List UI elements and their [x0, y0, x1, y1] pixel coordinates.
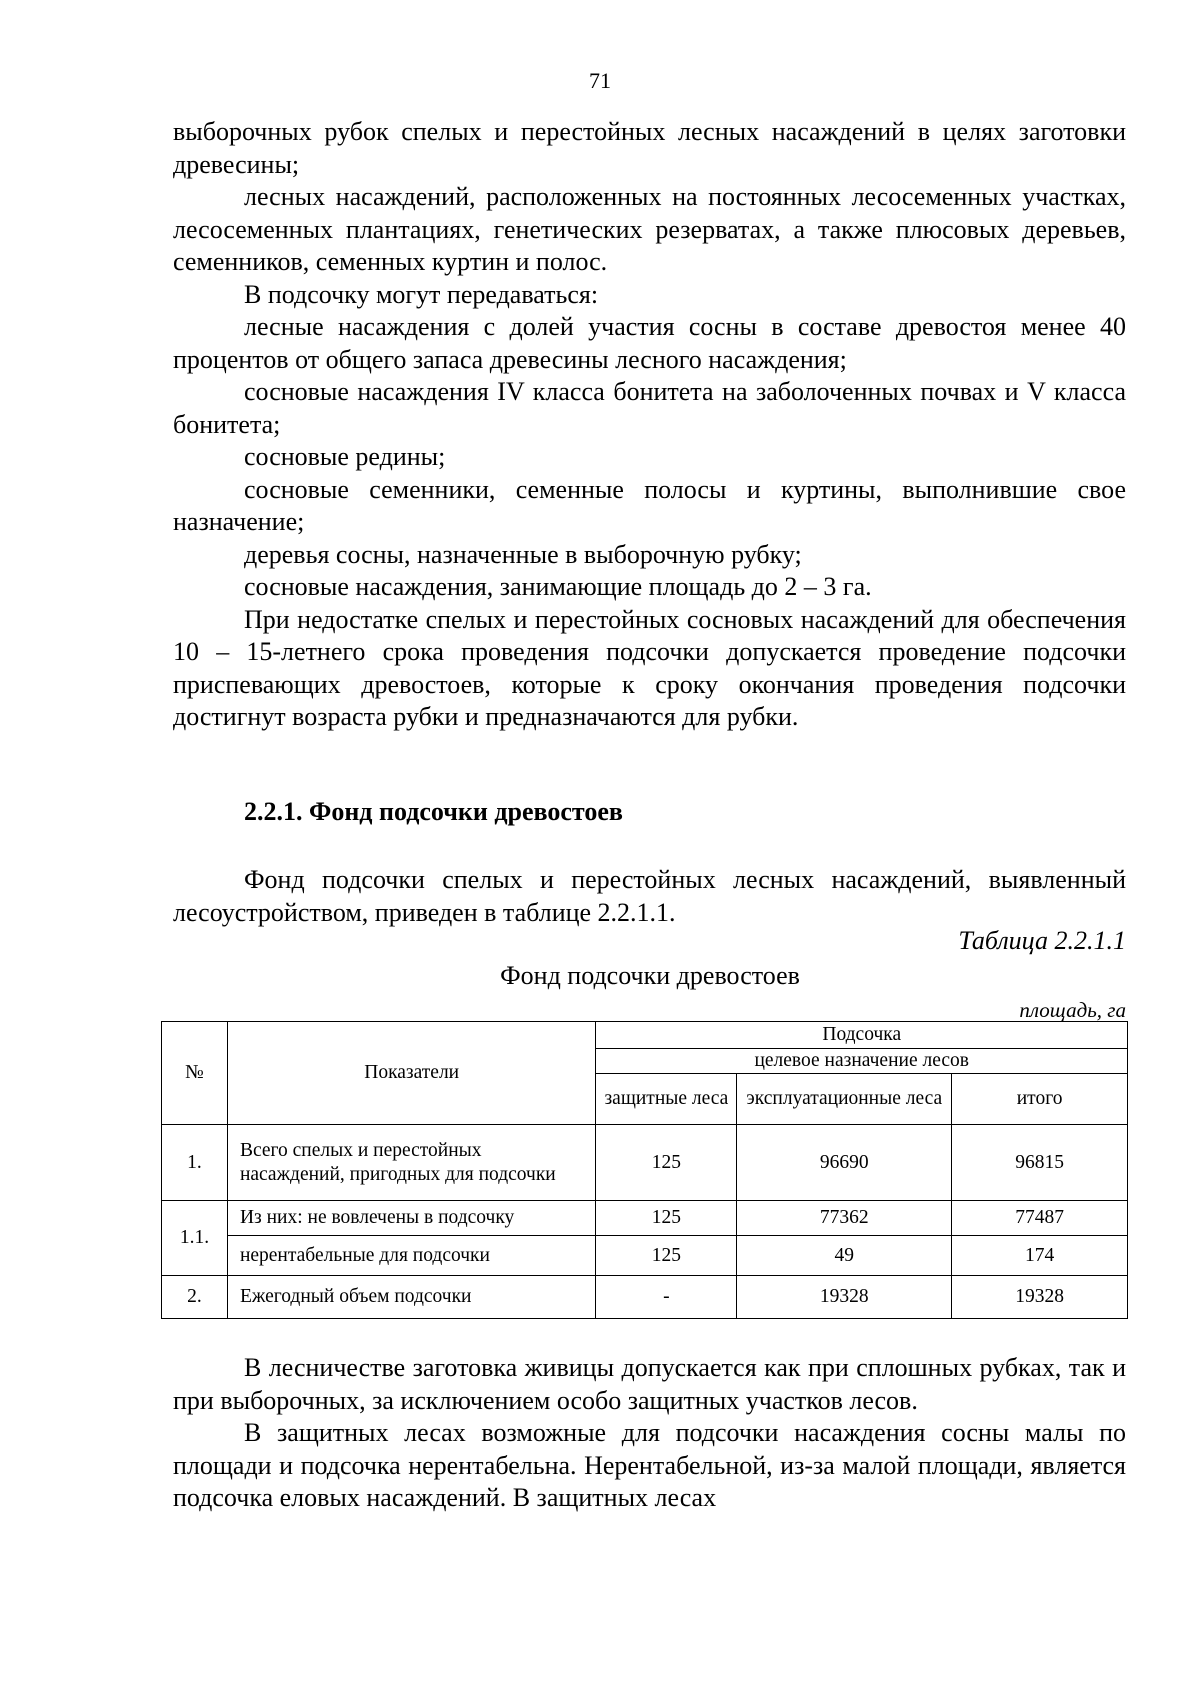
- header-protective: защитные леса: [596, 1074, 737, 1125]
- cell-label: Из них: не вовлечены в подсочку: [227, 1201, 596, 1236]
- paragraph: В подсочку могут передаваться:: [244, 279, 599, 309]
- section-heading: 2.2.1. Фонд подсочки древостоев: [244, 797, 623, 826]
- table-row: [162, 1236, 1128, 1276]
- cell-protective: -: [596, 1276, 737, 1319]
- cell-num: 2.: [162, 1276, 228, 1319]
- unit-label: площадь, га: [1019, 998, 1126, 1022]
- body-text-lower: [173, 1352, 1126, 1515]
- cell-exploitation: 19328: [737, 1276, 952, 1319]
- paragraph: сосновые семенники, семенные полосы и куртины, выполнившие свое назначение;: [173, 474, 1126, 536]
- paragraph: выборочных рубок спелых и перестойных лесных насаждений в целях заготовки древесины;: [173, 117, 1126, 179]
- cell-total: 19328: [952, 1276, 1128, 1319]
- cell-protective: 125: [596, 1201, 737, 1236]
- table-row: [162, 1276, 1128, 1319]
- table-title: Фонд подсочки древостоев: [500, 961, 800, 990]
- table-row: [162, 1201, 1128, 1236]
- body-text-upper: [173, 116, 1126, 734]
- cell-label: нерентабельные для подсочки: [227, 1236, 596, 1276]
- paragraph: деревья сосны, назначенные в выборочную рубку;: [244, 539, 802, 569]
- paragraph: В защитных лесах возможные для подсочки насаждения сосны малы по площади и подсочка нерентабельна. Нерентабельной, из-за малой площади, является подсочка еловых насаждений. В защитных лесах: [173, 1418, 1126, 1512]
- header-indicators: Показатели: [227, 1022, 596, 1125]
- cell-total: 174: [952, 1236, 1128, 1276]
- header-num: №: [162, 1022, 228, 1125]
- cell-exploitation: 96690: [737, 1125, 952, 1201]
- paragraph: При недостатке спелых и перестойных сосновых насаждений для обеспечения 10 – 15-летнего срока проведения подсочки допускается проведение подсочки приспевающих древостоев, которые к сроку окончания проведения подсочки достигнут возраста рубки и предназначаются для рубки.: [173, 604, 1126, 731]
- paragraph: Фонд подсочки спелых и перестойных лесных насаждений, выявленный лесоустройством, приведен в таблице 2.2.1.1.: [173, 865, 1126, 927]
- cell-label: Всего спелых и перестойных насаждений, пригодных для подсочки: [227, 1125, 596, 1201]
- body-text-intro: [173, 864, 1126, 929]
- cell-protective: 125: [596, 1236, 737, 1276]
- cell-label: Ежегодный объем подсочки: [227, 1276, 596, 1319]
- table-row: [162, 1125, 1128, 1201]
- table-label: Таблица 2.2.1.1: [958, 926, 1126, 955]
- cell-num: 1.1.: [162, 1201, 228, 1276]
- cell-total: 96815: [952, 1125, 1128, 1201]
- paragraph: сосновые насаждения IV класса бонитета на заболоченных почвах и V класса бонитета;: [173, 377, 1126, 439]
- cell-protective: 125: [596, 1125, 737, 1201]
- page-number: 71: [589, 68, 611, 93]
- header-group: Подсочка: [596, 1022, 1128, 1049]
- header-exploitation: эксплуатационные леса: [737, 1074, 952, 1125]
- paragraph: сосновые насаждения, занимающие площадь до 2 – 3 га.: [244, 572, 872, 601]
- paragraph: сосновые редины;: [244, 442, 446, 471]
- paragraph: В лесничестве заготовка живицы допускается как при сплошных рубках, так и при выборочных, за исключением особо защитных участков лесов.: [173, 1353, 1126, 1415]
- paragraph: лесных насаждений, расположенных на постоянных лесосеменных участках, лесосеменных плантациях, генетических резерватах, а также плюсовых деревьев, семенников, семенных куртин и полос.: [173, 182, 1126, 276]
- cell-total: 77487: [952, 1201, 1128, 1236]
- paragraph: лесные насаждения с долей участия сосны в составе древостоя менее 40 процентов от общего запаса древесины лесного насаждения;: [173, 312, 1126, 374]
- cell-exploitation: 77362: [737, 1201, 952, 1236]
- data-table: [161, 1021, 1128, 1319]
- header-subgroup: целевое назначение лесов: [596, 1049, 1128, 1074]
- cell-num: 1.: [162, 1125, 228, 1201]
- cell-exploitation: 49: [737, 1236, 952, 1276]
- header-total: итого: [952, 1074, 1128, 1125]
